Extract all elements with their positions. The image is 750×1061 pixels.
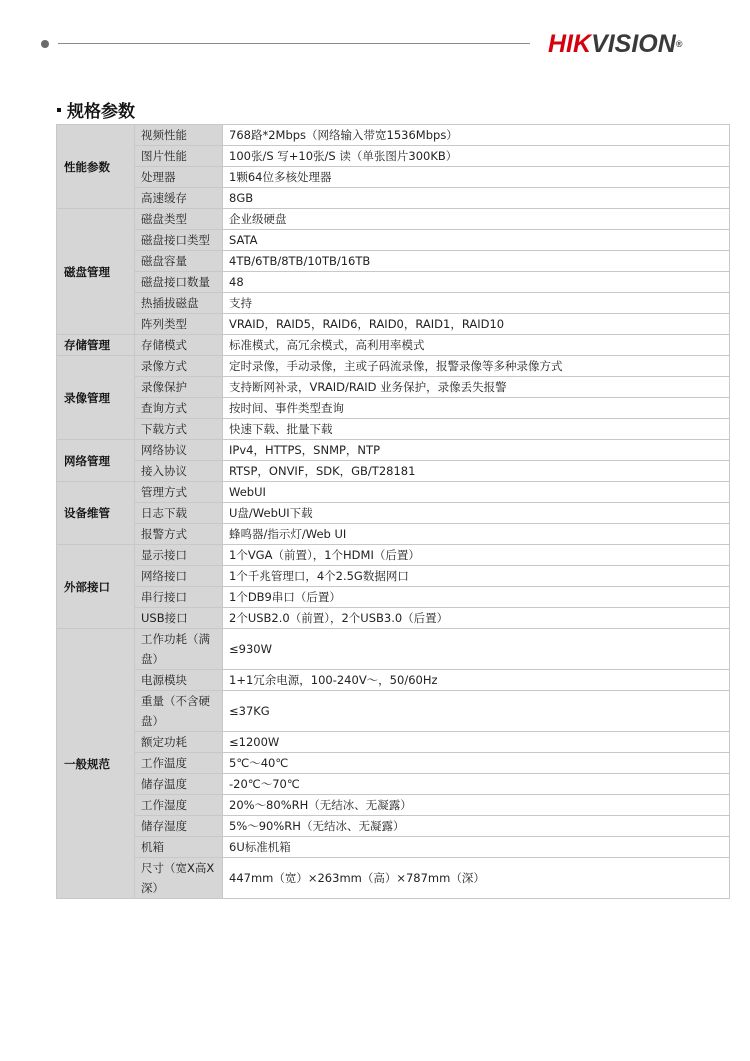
spec-param-value: ≤930W — [223, 629, 730, 670]
spec-param-name: 储存湿度 — [135, 816, 223, 837]
spec-param-name: 热插拔磁盘 — [135, 293, 223, 314]
spec-row — [57, 209, 730, 230]
spec-param-name: USB接口 — [135, 608, 223, 629]
spec-param-value: 1+1冗余电源，100-240V～，50/60Hz — [223, 670, 730, 691]
spec-param-value: 48 — [223, 272, 730, 293]
spec-table-body — [57, 125, 730, 899]
spec-category-label: 磁盘管理 — [57, 209, 135, 335]
section-title — [57, 101, 135, 123]
spec-category-label: 性能参数 — [57, 125, 135, 209]
spec-param-name: 网络协议 — [135, 440, 223, 461]
spec-row — [57, 629, 730, 670]
spec-param-name: 磁盘接口数量 — [135, 272, 223, 293]
spec-row — [57, 753, 730, 774]
spec-param-value: 1个DB9串口（后置） — [223, 587, 730, 608]
spec-param-value: RTSP，ONVIF，SDK，GB/T28181 — [223, 461, 730, 482]
header-bullet-dot — [41, 40, 49, 48]
spec-param-name: 阵列类型 — [135, 314, 223, 335]
spec-category-label: 网络管理 — [57, 440, 135, 482]
spec-param-name: 磁盘类型 — [135, 209, 223, 230]
spec-param-value: 8GB — [223, 188, 730, 209]
spec-row — [57, 524, 730, 545]
spec-row — [57, 377, 730, 398]
spec-row — [57, 356, 730, 377]
spec-param-name: 录像方式 — [135, 356, 223, 377]
spec-row — [57, 146, 730, 167]
spec-param-value: 企业级硬盘 — [223, 209, 730, 230]
spec-param-value: U盘/WebUI下载 — [223, 503, 730, 524]
spec-param-value: 标准模式，高冗余模式，高利用率模式 — [223, 335, 730, 356]
spec-param-name: 报警方式 — [135, 524, 223, 545]
spec-row — [57, 774, 730, 795]
spec-row — [57, 858, 730, 899]
spec-row — [57, 230, 730, 251]
logo-hik-text: HIK — [548, 30, 592, 58]
spec-param-name: 接入协议 — [135, 461, 223, 482]
spec-param-name: 日志下载 — [135, 503, 223, 524]
spec-param-name: 管理方式 — [135, 482, 223, 503]
spec-param-name: 电源模块 — [135, 670, 223, 691]
spec-param-value: 定时录像，手动录像，主或子码流录像，报警录像等多种录像方式 — [223, 356, 730, 377]
spec-param-name: 查询方式 — [135, 398, 223, 419]
spec-param-name: 存储模式 — [135, 335, 223, 356]
spec-param-value: ≤37KG — [223, 691, 730, 732]
spec-param-name: 工作功耗（满盘） — [135, 629, 223, 670]
spec-row — [57, 314, 730, 335]
spec-param-value: 蜂鸣器/指示灯/Web UI — [223, 524, 730, 545]
spec-row — [57, 125, 730, 146]
spec-row — [57, 816, 730, 837]
spec-param-value: 2个USB2.0（前置），2个USB3.0（后置） — [223, 608, 730, 629]
spec-param-value: -20℃～70℃ — [223, 774, 730, 795]
spec-param-value: 1个千兆管理口，4个2.5G数据网口 — [223, 566, 730, 587]
spec-param-name: 磁盘接口类型 — [135, 230, 223, 251]
spec-param-value: 支持断网补录，VRAID/RAID 业务保护，录像丢失报警 — [223, 377, 730, 398]
spec-param-name: 机箱 — [135, 837, 223, 858]
spec-row — [57, 608, 730, 629]
spec-param-name: 额定功耗 — [135, 732, 223, 753]
spec-row — [57, 251, 730, 272]
spec-param-value: ≤1200W — [223, 732, 730, 753]
spec-param-value: 447mm（宽）×263mm（高）×787mm（深） — [223, 858, 730, 899]
spec-param-name: 工作湿度 — [135, 795, 223, 816]
spec-param-name: 处理器 — [135, 167, 223, 188]
spec-row — [57, 795, 730, 816]
spec-category-label: 设备维管 — [57, 482, 135, 545]
spec-param-value: 4TB/6TB/8TB/10TB/16TB — [223, 251, 730, 272]
spec-row — [57, 587, 730, 608]
spec-row — [57, 503, 730, 524]
spec-param-name: 网络接口 — [135, 566, 223, 587]
spec-param-value: IPv4，HTTPS，SNMP，NTP — [223, 440, 730, 461]
spec-param-name: 工作温度 — [135, 753, 223, 774]
spec-param-value: WebUI — [223, 482, 730, 503]
spec-row — [57, 272, 730, 293]
spec-param-value: SATA — [223, 230, 730, 251]
spec-category-label: 一般规范 — [57, 629, 135, 899]
spec-category-label: 外部接口 — [57, 545, 135, 629]
spec-param-value: 1颗64位多核处理器 — [223, 167, 730, 188]
logo-registered-mark: ® — [675, 39, 683, 49]
spec-row — [57, 419, 730, 440]
spec-param-name: 下载方式 — [135, 419, 223, 440]
spec-param-name: 重量（不含硬盘） — [135, 691, 223, 732]
spec-table — [56, 124, 730, 899]
spec-row — [57, 461, 730, 482]
spec-param-name: 串行接口 — [135, 587, 223, 608]
hikvision-logo — [548, 29, 682, 59]
spec-param-name: 显示接口 — [135, 545, 223, 566]
spec-param-value: 按时间、事件类型查询 — [223, 398, 730, 419]
spec-param-value: 1个VGA（前置），1个HDMI（后置） — [223, 545, 730, 566]
spec-row — [57, 837, 730, 858]
logo-vision-text: VISION — [591, 30, 676, 58]
spec-param-value: 20%～80%RH（无结冰、无凝露） — [223, 795, 730, 816]
spec-row — [57, 545, 730, 566]
spec-param-value: 100张/S 写+10张/S 读（单张图片300KB） — [223, 146, 730, 167]
spec-row — [57, 566, 730, 587]
spec-param-value: 5%～90%RH（无结冰、无凝露） — [223, 816, 730, 837]
spec-row — [57, 440, 730, 461]
spec-param-name: 尺寸（宽X高X深） — [135, 858, 223, 899]
spec-param-name: 录像保护 — [135, 377, 223, 398]
spec-param-value: 快速下载、批量下载 — [223, 419, 730, 440]
spec-category-label: 录像管理 — [57, 356, 135, 440]
spec-param-value: 支持 — [223, 293, 730, 314]
header-rule — [58, 43, 530, 44]
spec-param-name: 储存温度 — [135, 774, 223, 795]
spec-param-name: 图片性能 — [135, 146, 223, 167]
spec-param-name: 视频性能 — [135, 125, 223, 146]
spec-param-value: 5℃～40℃ — [223, 753, 730, 774]
spec-category-label: 存储管理 — [57, 335, 135, 356]
spec-param-value: 768路*2Mbps（网络输入带宽1536Mbps） — [223, 125, 730, 146]
spec-row — [57, 691, 730, 732]
spec-row — [57, 670, 730, 691]
section-bullet-icon — [57, 108, 61, 112]
spec-row — [57, 398, 730, 419]
spec-row — [57, 188, 730, 209]
spec-row — [57, 732, 730, 753]
spec-row — [57, 293, 730, 314]
spec-row — [57, 335, 730, 356]
spec-param-name: 磁盘容量 — [135, 251, 223, 272]
spec-row — [57, 482, 730, 503]
spec-row — [57, 167, 730, 188]
spec-param-value: VRAID，RAID5，RAID6，RAID0，RAID1，RAID10 — [223, 314, 730, 335]
spec-param-name: 高速缓存 — [135, 188, 223, 209]
spec-param-value: 6U标准机箱 — [223, 837, 730, 858]
section-title-text: 规格参数 — [67, 102, 135, 122]
